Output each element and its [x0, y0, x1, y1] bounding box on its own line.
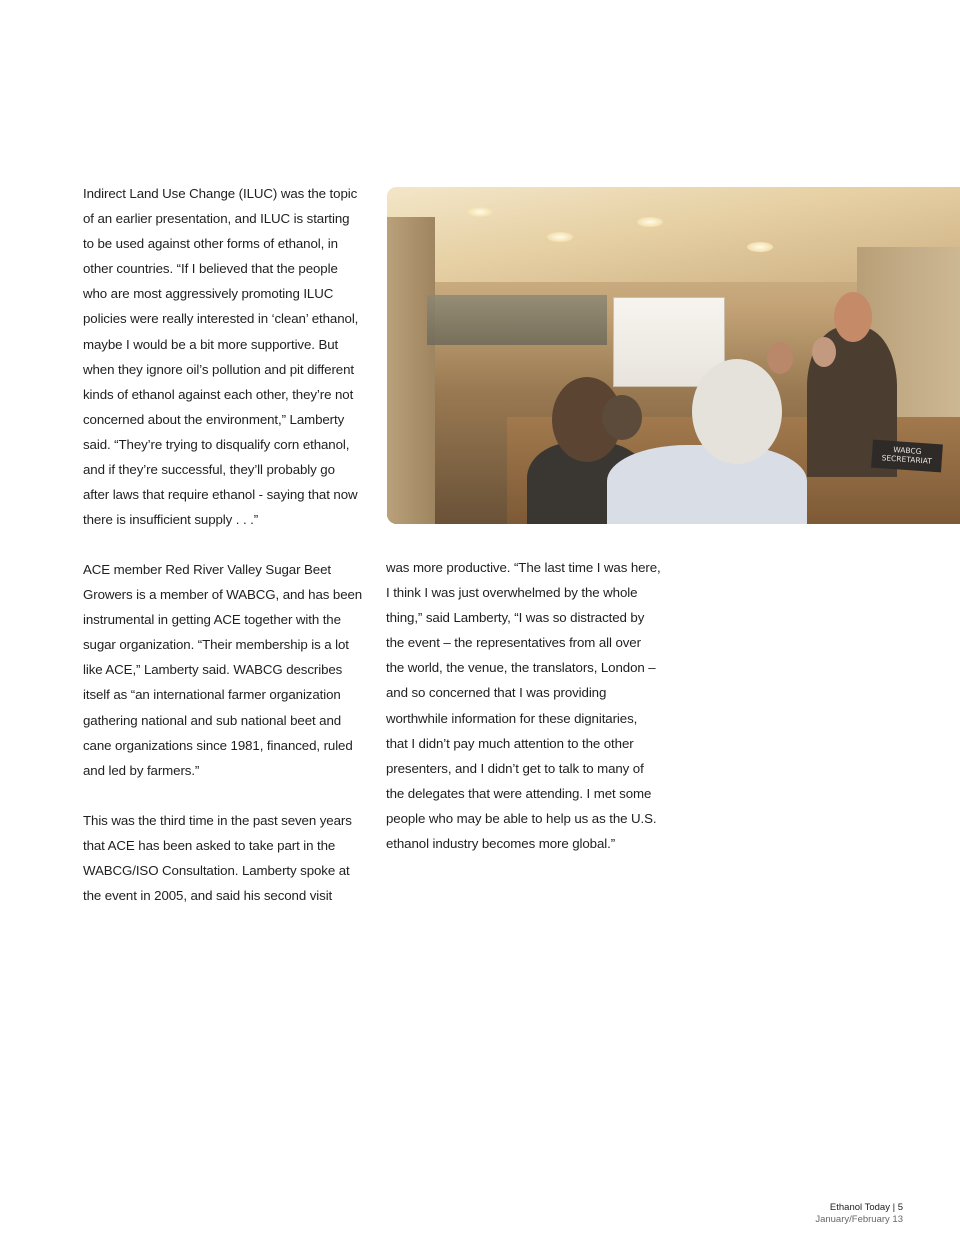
photo-light	[747, 242, 773, 252]
photo-light	[637, 217, 663, 227]
article-column-left-top	[83, 181, 363, 532]
panelist-head	[812, 337, 836, 367]
paragraph: ACE member Red River Valley Sugar Beet Growers is a member of WABCG, and has been instrumental in getting ACE together with the sugar organization. “Their membership is a lot like ACE,” Lamberty said. WABCG describes itself as “an international farmer organization gathering national and sub national beet and cane organizations since 1981, financed, ruled and led by farmers.”	[83, 562, 363, 778]
page-footer	[815, 1202, 903, 1225]
footer-separator: |	[892, 1202, 898, 1213]
audience-head	[692, 359, 782, 464]
article-column-right-bottom	[386, 555, 661, 856]
presenter-head	[834, 292, 872, 342]
publication-name: Ethanol Today	[829, 1202, 890, 1213]
photo-light	[467, 207, 493, 217]
footer-publication	[815, 1202, 903, 1214]
photo-light	[547, 232, 573, 242]
placard: WABCG SECRETARIAT	[871, 440, 943, 473]
paragraph-spacer	[83, 783, 363, 808]
page-number: 5	[897, 1202, 903, 1213]
photo-window	[427, 295, 607, 345]
photo-pillar	[387, 217, 435, 524]
conference-photo	[387, 187, 960, 524]
issue-date: January/February 13	[815, 1214, 903, 1225]
panelist-head	[767, 342, 793, 374]
paragraph: Indirect Land Use Change (ILUC) was the topic of an earlier presentation, and ILUC is starting to be used against other forms of ethanol, in other countries. “If I believed that the people who are most aggressively promoting ILUC policies were really interested in ‘clean’ ethanol, maybe I would be a bit more supportive. But when they ignore oil’s pollution and pit different kinds of ethanol against each other, they’re not concerned about the environment,” Lamberty said. “They’re trying to disqualify corn ethanol, and if they’re successful, they’ll probably go after laws that require ethanol - saying that now there is insufficient supply . . .”	[83, 186, 359, 528]
paragraph: This was the third time in the past seven years that ACE has been asked to take part in the WABCG/ISO Consultation. Lamberty spoke at the event in 2005, and said his second visit	[83, 812, 352, 904]
audience-member	[607, 445, 807, 524]
article-column-left-bottom	[83, 557, 363, 908]
audience-head	[602, 395, 642, 440]
paragraph: was more productive. “The last time I was here, I think I was just overwhelmed by the whole thing,” said Lamberty, “I was so distracted by the event – the representatives from all over the world, the venue, the translators, London – and so concerned that I was providing worthwhile information for these dignitaries, that I didn’t pay much attention to the other presenters, and I didn’t get to talk to many of the delegates that were attending. I met some people who may be able to help us as the U.S. ethanol industry becomes more global.”	[386, 560, 661, 852]
